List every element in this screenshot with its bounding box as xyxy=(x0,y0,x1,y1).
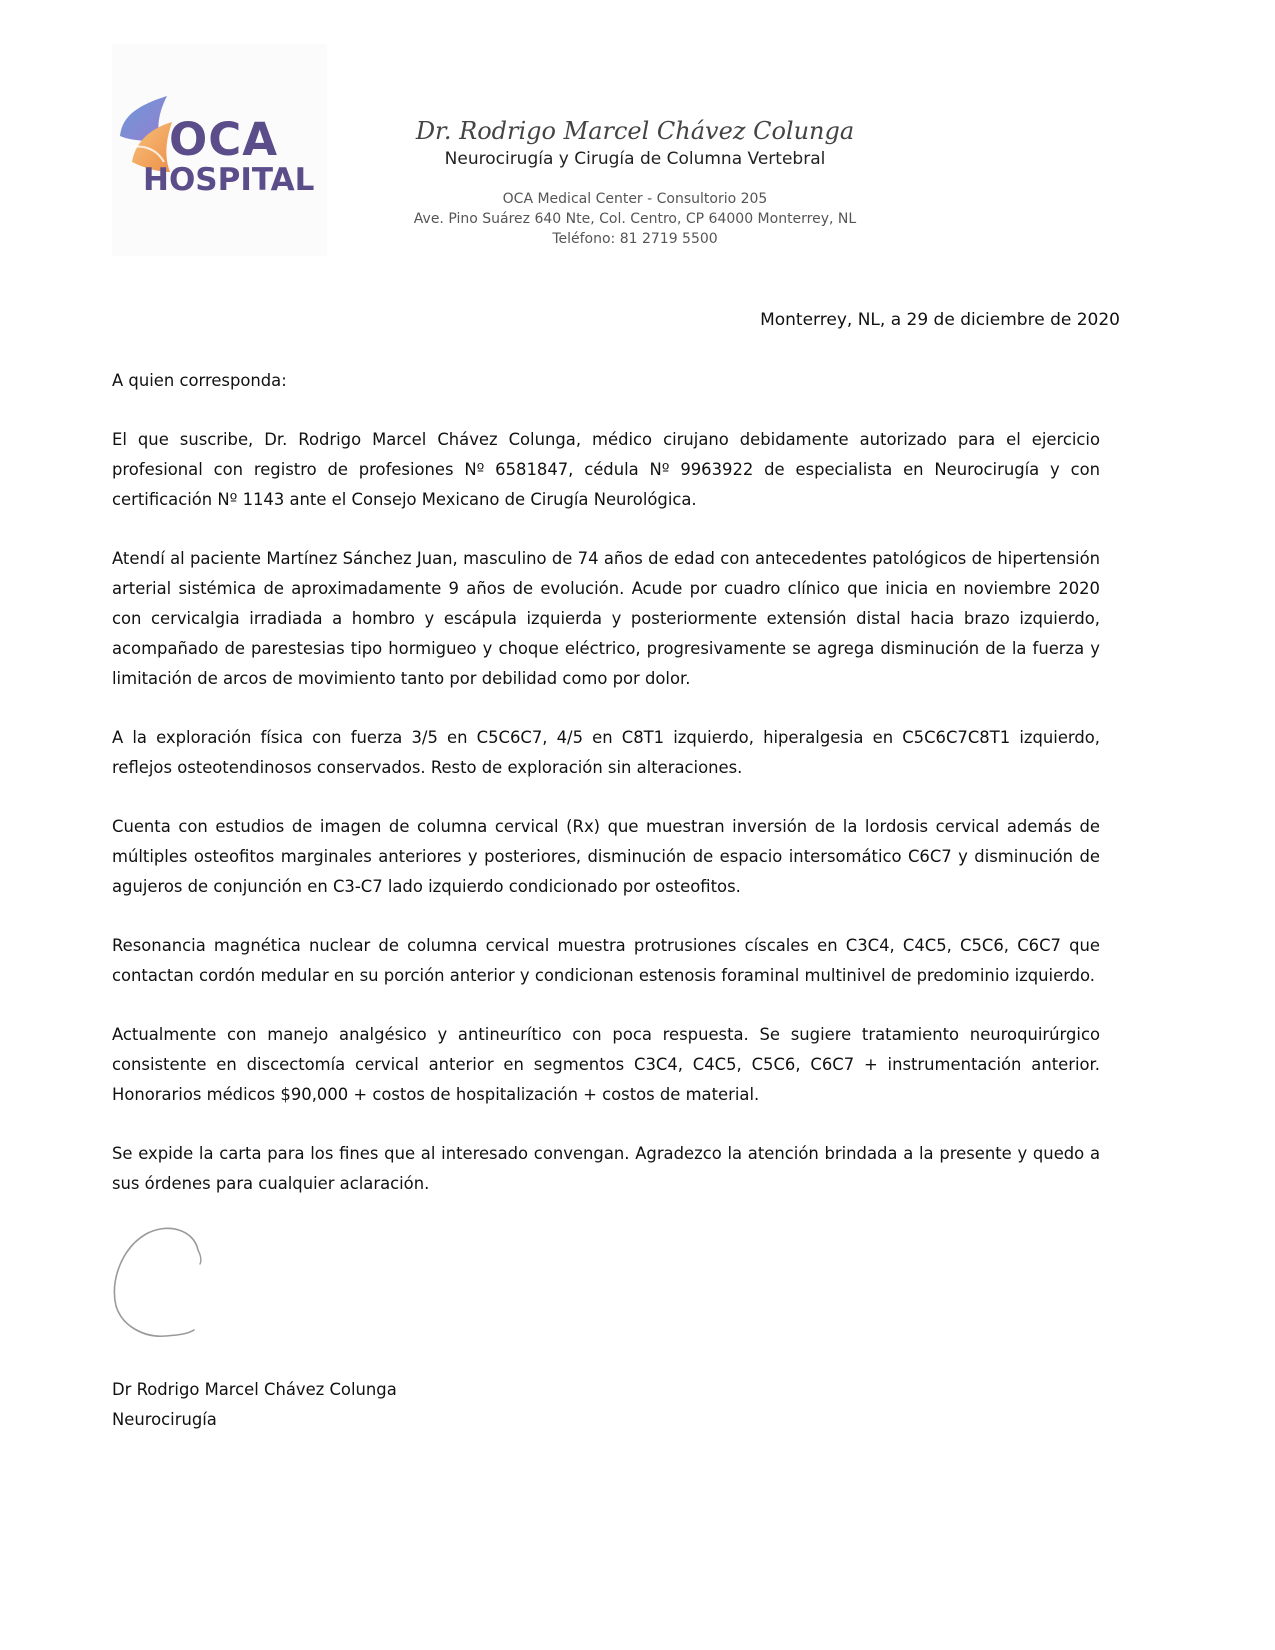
logo-text-oca: OCA xyxy=(169,113,279,166)
signature-block xyxy=(112,1375,397,1435)
address-line-1: OCA Medical Center - Consultorio 205 xyxy=(502,191,768,207)
paragraph-credentials: El que suscribe, Dr. Rodrigo Marcel Chávez Colunga, médico cirujano debidamente autorizado para el ejercicio profesional con registro de profesiones Nº 6581847, cédula Nº 9963922 de especialista en Neurocirugía y con certificación Nº 1143 ante el Consejo Mexicano de Cirugía Neurológica. xyxy=(112,430,1100,509)
hospital-logo xyxy=(112,44,327,256)
phone: Teléfono: 81 2719 5500 xyxy=(552,231,718,247)
salutation: A quien corresponda: xyxy=(112,371,287,390)
address-block xyxy=(360,189,910,249)
paragraph-treatment: Actualmente con manejo analgésico y antineurítico con poca respuesta. Se sugiere tratamiento neuroquirúrgico consistente en discectomía cervical anterior en segmentos C3C4, C4C5, C5C6, C6C7 + instrumentación anterior. Honorarios médicos $90,000 + costos de hospitalización + costos de material. xyxy=(112,1025,1100,1104)
specialty: Neurocirugía y Cirugía de Columna Vertebral xyxy=(444,149,826,169)
paragraph-imaging: Cuenta con estudios de imagen de columna cervical (Rx) que muestran inversión de la lordosis cervical además de múltiples osteofitos marginales anteriores y posteriores, disminución de espacio intersomático C6C7 y disminución de agujeros de conjunción en C3-C7 lado izquierdo condicionado por osteofitos. xyxy=(112,817,1100,896)
letterhead xyxy=(360,115,910,249)
logo-text-hospital: HOSPITAL xyxy=(143,162,315,198)
doctor-name: Dr. Rodrigo Marcel Chávez Colunga xyxy=(415,117,855,145)
handwritten-signature xyxy=(108,1220,218,1349)
paragraph-history: Atendí al paciente Martínez Sánchez Juan, masculino de 74 años de edad con antecedentes patológicos de hipertensión arterial sistémica de aproximadamente 9 años de evolución. Acude por cuadro clínico que inicia en noviembre 2020 con cervicalgia irradiada a hombro y escápula izquierda y posteriormente extensión distal hacia brazo izquierdo, acompañado de parestesias tipo hormigueo y choque eléctrico, progresivamente se agrega disminución de la fuerza y limitación de arcos de movimiento tanto por debilidad como por dolor. xyxy=(112,549,1100,688)
address-line-2: Ave. Pino Suárez 640 Nte, Col. Centro, CP 64000 Monterrey, NL xyxy=(413,211,857,227)
letter-body xyxy=(112,366,1100,1228)
signer-name: Dr Rodrigo Marcel Chávez Colunga xyxy=(112,1380,397,1399)
paragraph-exam: A la exploración física con fuerza 3/5 en C5C6C7, 4/5 en C8T1 izquierdo, hiperalgesia en C5C6C7C8T1 izquierdo, reflejos osteotendinosos conservados. Resto de exploración sin alteraciones. xyxy=(112,728,1100,777)
paragraph-closing: Se expide la carta para los fines que al interesado convengan. Agradezco la atención brindada a la presente y quedo a sus órdenes para cualquier aclaración. xyxy=(112,1144,1100,1193)
signer-title: Neurocirugía xyxy=(112,1410,217,1429)
paragraph-mri: Resonancia magnética nuclear de columna cervical muestra protrusiones císcales en C3C4, C4C5, C5C6, C6C7 que contactan cordón medular en su porción anterior y condicionan estenosis foraminal multinivel de predominio izquierdo. xyxy=(112,936,1100,985)
letter-date: Monterrey, NL, a 29 de diciembre de 2020 xyxy=(760,310,1120,330)
